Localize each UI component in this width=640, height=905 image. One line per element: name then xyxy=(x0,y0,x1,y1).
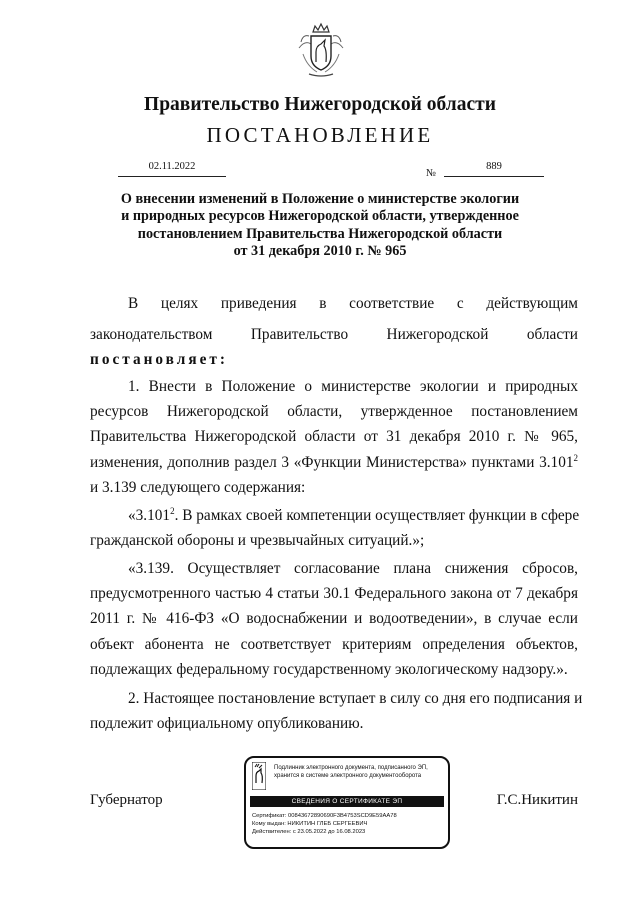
issued-to-line: Кому выдан: НИКИТИН ГЛЕБ СЕРГЕЕВИЧ xyxy=(252,821,368,827)
deer-emblem-icon xyxy=(252,762,266,790)
stamp-header: СВЕДЕНИЯ О СЕРТИФИКАТЕ ЭП xyxy=(250,796,444,807)
document-date: 02.11.2022 xyxy=(148,161,196,172)
item2-line: 2. Настоящее постановление вступает в силу со дня его подписания и xyxy=(128,690,583,707)
title-line: О внесении изменений в Положение о министерстве экологии xyxy=(120,191,520,207)
e-signature-stamp xyxy=(244,756,450,849)
coat-of-arms-icon xyxy=(297,20,345,78)
quote1-line: гражданской обороны и чрезвычайных ситуаций.»; xyxy=(90,532,425,549)
quote1-line xyxy=(90,503,578,528)
organization-name: Правительство Нижегородской области xyxy=(144,94,496,115)
signatory-title: Губернатор xyxy=(90,792,163,808)
stamp-info xyxy=(252,812,444,836)
item1-line-text: изменения, дополнив раздел 3 «Функции Министерства» пунктами 3.101 xyxy=(90,454,574,471)
document-number: 889 xyxy=(486,161,502,172)
title-line: от 31 декабря 2010 г. № 965 xyxy=(233,242,407,259)
stamp-note-line: хранится в системе электронного документооборота xyxy=(274,773,422,779)
title-line: и природных ресурсов Нижегородской области, утвержденное xyxy=(121,208,519,225)
superscript: 2 xyxy=(573,453,578,463)
stamp-note-line: Подлинник электронного документа, подписанного ЭП, xyxy=(274,765,428,771)
date-underline xyxy=(118,176,226,177)
stamp-note xyxy=(274,764,448,780)
quote2-line: предусмотренного частью 4 статьи 30.1 Федерального закона от 7 декабря xyxy=(90,585,578,602)
item1-line: 1. Внести в Положение о министерстве экологии и природных xyxy=(128,378,578,395)
validity-line: Действителен: с 23.05.2022 до 16.08.2023 xyxy=(252,829,366,835)
quote2-line: подлежащих федеральному государственному экологическому надзору.». xyxy=(90,661,568,678)
item1-line xyxy=(90,450,578,475)
decree-word: постановляет: xyxy=(90,351,228,368)
item1-line: и 3.139 следующего содержания: xyxy=(90,479,306,496)
quote1-text: . В рамках своей компетенции осуществляет функции в сфере xyxy=(174,507,580,524)
item2-line: подлежит официальному опубликованию. xyxy=(90,715,364,732)
item1-line: Правительства Нижегородской области от 31 декабря 2010 г. № 965, xyxy=(90,428,578,445)
quote2-line: объект абонента не соответствует критериям определения объектов, xyxy=(90,636,578,653)
number-sign: № xyxy=(426,168,437,179)
item1-line: ресурсов Нижегородской области, утвержденное постановлением xyxy=(90,403,578,420)
document-type: ПОСТАНОВЛЕНИЕ xyxy=(206,123,434,147)
intro-line: В целях приведения в соответствие с действующим xyxy=(128,295,578,312)
title-line: постановлением Правительства Нижегородской области xyxy=(137,225,503,242)
document-title xyxy=(0,191,640,260)
superscript: 2 xyxy=(170,506,175,516)
number-underline xyxy=(444,176,544,177)
quote1-number: «3.101 xyxy=(128,507,171,524)
quote2-line: 2011 г. № 416-ФЗ «О водоснабжении и водоотведении», в случае если xyxy=(90,610,578,627)
intro-line: законодательством Правительство Нижегородской области xyxy=(90,326,578,343)
quote2-line: «3.139. Осуществляет согласование плана снижения сбросов, xyxy=(128,560,578,577)
certificate-line: Сертификат: 00843672890690F3B4753SCD9E59AA78 xyxy=(252,813,397,819)
signatory-name: Г.С.Никитин xyxy=(496,792,578,808)
